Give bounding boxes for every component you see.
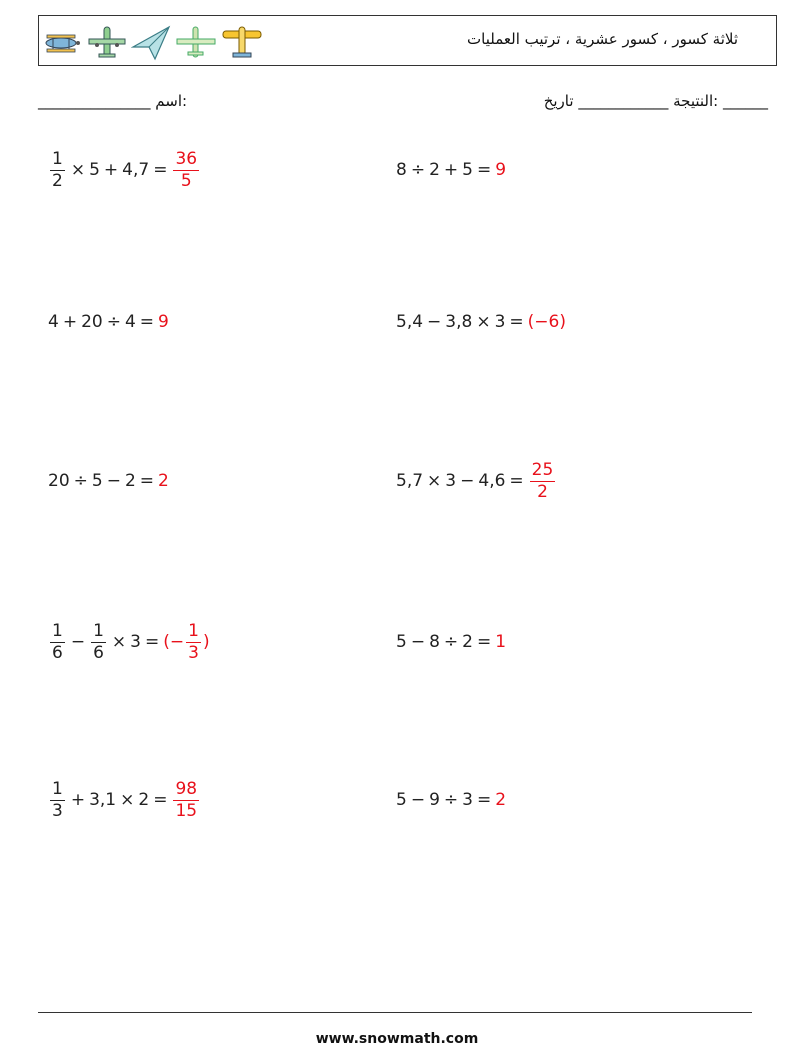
number: 3 xyxy=(445,471,457,491)
number: 4 xyxy=(124,312,136,332)
date-line[interactable]: ______ xyxy=(723,92,768,110)
number: 4,6 xyxy=(478,471,506,491)
answer xyxy=(171,148,201,191)
operator: = xyxy=(153,790,168,810)
number: 8 xyxy=(429,632,440,652)
name-line[interactable]: _______________ xyxy=(38,92,151,110)
number: 5 xyxy=(462,160,473,180)
answer xyxy=(528,459,558,502)
operator: = xyxy=(509,312,524,332)
problem-10 xyxy=(396,775,506,825)
operator: + xyxy=(443,160,459,180)
number: 2 xyxy=(429,160,440,180)
operator: = xyxy=(476,632,492,652)
yellow-plane-icon xyxy=(221,23,263,61)
number: 20 xyxy=(48,471,70,491)
operator: = xyxy=(476,790,492,810)
fraction xyxy=(50,148,65,191)
number: 5 xyxy=(396,790,407,810)
number: 9 xyxy=(495,160,507,180)
operator: ÷ xyxy=(73,471,88,491)
problem-4 xyxy=(396,297,566,347)
number: 4,7 xyxy=(122,160,150,180)
problem-9 xyxy=(48,775,201,825)
number: 3,8 xyxy=(445,312,473,332)
number: 5 xyxy=(396,632,407,652)
answer xyxy=(158,471,169,491)
problem-8 xyxy=(396,617,506,667)
operator: ÷ xyxy=(443,790,459,810)
number: 9 xyxy=(429,790,440,810)
number: 4 xyxy=(48,312,59,332)
number: 5 xyxy=(91,471,103,491)
operator: − xyxy=(410,790,426,810)
denominator: 3 xyxy=(188,642,199,663)
operator: − xyxy=(70,632,86,652)
numerator: 98 xyxy=(175,778,198,799)
denominator: 2 xyxy=(537,481,548,502)
operator: × xyxy=(111,632,127,652)
number: 2 xyxy=(158,471,169,491)
score-line[interactable]: ____________ xyxy=(578,92,669,110)
problem-3 xyxy=(48,297,169,347)
fraction xyxy=(530,459,556,502)
problem-1 xyxy=(48,145,201,195)
operator: ÷ xyxy=(443,632,459,652)
problem-2 xyxy=(396,145,506,195)
numerator: 1 xyxy=(93,620,104,641)
denominator: 5 xyxy=(180,170,192,191)
answer xyxy=(495,160,506,180)
numerator: 36 xyxy=(175,148,198,169)
header-box xyxy=(38,15,777,66)
operator: − xyxy=(427,312,442,332)
denominator: 15 xyxy=(175,800,198,821)
operator: = xyxy=(476,160,492,180)
footer-divider xyxy=(38,1012,752,1013)
name-field xyxy=(38,92,187,110)
number: (− xyxy=(163,632,185,652)
operator: − xyxy=(106,471,121,491)
operator: × xyxy=(427,471,442,491)
paper-plane-icon xyxy=(131,23,171,61)
operator: × xyxy=(70,160,86,180)
number: 9 xyxy=(158,312,169,332)
number: ) xyxy=(202,632,210,652)
number: 3 xyxy=(494,312,506,332)
number: 3 xyxy=(130,632,141,652)
score-label: النتيجة xyxy=(673,92,714,110)
operator: − xyxy=(460,471,475,491)
number: 3 xyxy=(462,790,473,810)
answer xyxy=(495,790,506,810)
answer xyxy=(495,632,506,652)
number: 2 xyxy=(495,790,507,810)
answer xyxy=(163,620,210,663)
numerator: 25 xyxy=(531,459,554,480)
number: 2 xyxy=(124,471,136,491)
fraction xyxy=(50,778,65,821)
name-label: اسم: xyxy=(155,92,188,110)
number: 8 xyxy=(396,160,407,180)
number: (−6) xyxy=(527,312,566,332)
fraction xyxy=(173,778,199,821)
operator: = xyxy=(509,471,524,491)
answer xyxy=(158,312,169,332)
operator: × xyxy=(120,790,135,810)
number: 20 xyxy=(81,312,103,332)
propeller-plane-icon xyxy=(87,23,127,61)
answer xyxy=(171,778,201,821)
answer xyxy=(528,312,566,332)
operator: = xyxy=(144,632,160,652)
footer-url: www.snowmath.com xyxy=(315,1031,479,1047)
fraction xyxy=(186,620,201,663)
numerator: 1 xyxy=(52,148,63,169)
biplane-icon xyxy=(41,25,83,59)
number: 1 xyxy=(495,632,507,652)
operator: ÷ xyxy=(106,312,121,332)
operator: × xyxy=(476,312,491,332)
denominator: 6 xyxy=(52,642,63,663)
operator: + xyxy=(103,160,119,180)
denominator: 6 xyxy=(93,642,104,663)
fraction xyxy=(91,620,106,663)
numerator: 1 xyxy=(52,620,63,641)
operator: + xyxy=(70,790,86,810)
denominator: 3 xyxy=(52,800,63,821)
number: 2 xyxy=(138,790,150,810)
number: 5,4 xyxy=(396,312,424,332)
problem-6 xyxy=(396,456,557,506)
date-label: تاريخ: xyxy=(543,92,719,110)
number: 3,1 xyxy=(89,790,117,810)
problem-7 xyxy=(48,617,210,667)
fraction xyxy=(50,620,65,663)
operator: − xyxy=(410,632,426,652)
problem-5 xyxy=(48,456,169,506)
numerator: 1 xyxy=(188,620,199,641)
operator: = xyxy=(139,312,155,332)
fraction xyxy=(173,148,199,191)
worksheet-title: ثلاثة كسور ، كسور عشرية ، ترتيب العمليات xyxy=(467,30,738,48)
denominator: 2 xyxy=(52,170,63,191)
date-score-field xyxy=(544,92,768,110)
small-plane-icon xyxy=(175,24,217,60)
numerator: 1 xyxy=(52,778,63,799)
number: 2 xyxy=(462,632,473,652)
operator: = xyxy=(139,471,155,491)
number: 5,7 xyxy=(396,471,424,491)
operator: ÷ xyxy=(410,160,426,180)
operator: + xyxy=(62,312,78,332)
number: 5 xyxy=(89,160,100,180)
operator: = xyxy=(153,160,168,180)
plane-icons xyxy=(41,22,263,62)
